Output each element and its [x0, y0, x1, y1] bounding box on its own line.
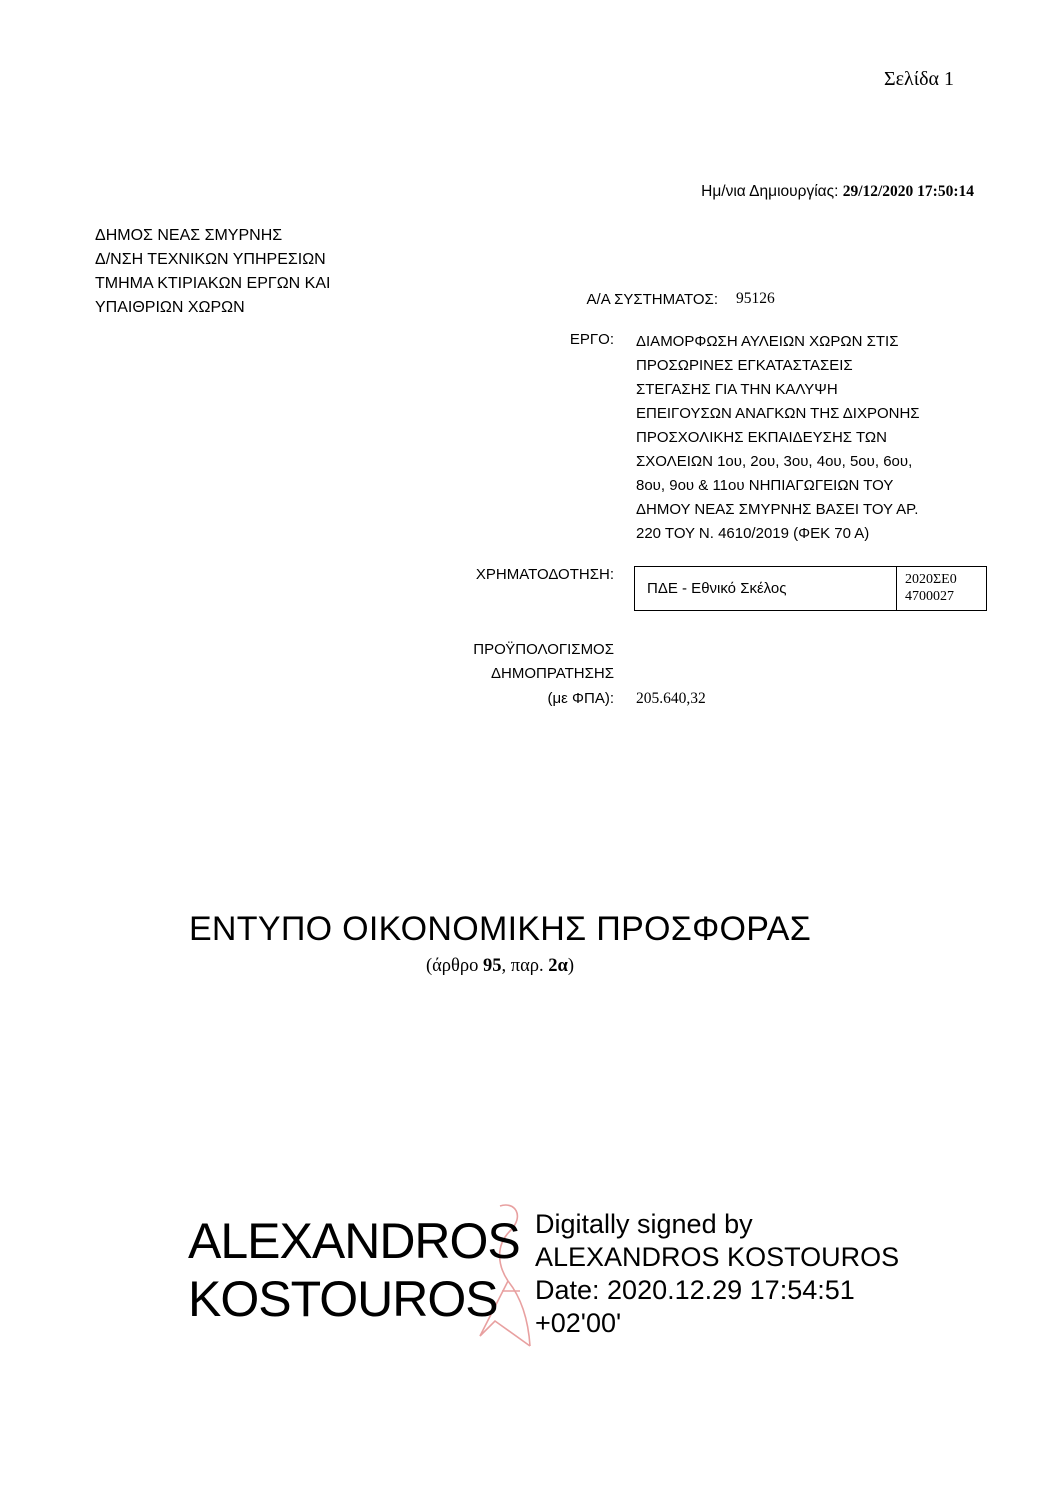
budget-vat-label: (με ΦΠΑ): [547, 690, 614, 707]
subtitle-paragraph: 2α [548, 956, 568, 976]
subtitle-prefix: (άρθρο [425, 956, 484, 976]
project-line: ΔΗΜΟΥ ΝΕΑΣ ΣΜΥΡΝΗΣ ΒΑΣΕΙ ΤΟΥ ΑΡ. [636, 501, 919, 518]
system-number-value: 95126 [736, 290, 775, 307]
project-line: ΣΤΕΓΑΣΗΣ ΓΙΑ ΤΗΝ ΚΑΛΥΨΗ [636, 381, 838, 398]
budget-value: 205.640,32 [636, 690, 706, 707]
project-line: 8ου, 9ου & 11ου ΝΗΠΙΑΓΩΓΕΙΩΝ ΤΟΥ [636, 477, 894, 494]
creation-date-label: Ημ/νια Δημιουργίας: [701, 183, 839, 200]
project-label: ΕΡΓΟ: [569, 331, 614, 348]
subtitle-suffix: ) [567, 956, 575, 976]
signature-detail-line: ALEXANDROS KOSTOUROS [535, 1242, 900, 1272]
signature-detail-line: +02'00' [535, 1308, 622, 1338]
creation-date-value: 29/12/2020 17:50:14 [842, 183, 974, 200]
signer-name-line: KOSTOUROS [188, 1271, 498, 1327]
subtitle-mid: , παρ. [501, 956, 549, 976]
system-number-label: Α/Α ΣΥΣΤΗΜΑΤΟΣ: [586, 291, 718, 308]
funding-source: ΠΔΕ - Εθνικό Σκέλος [635, 567, 897, 610]
project-line: ΔΙΑΜΟΡΦΩΣΗ ΑΥΛΕΙΩΝ ΧΩΡΩΝ ΣΤΙΣ [636, 333, 899, 350]
organization-block [95, 224, 330, 320]
funding-label: ΧΡΗΜΑΤΟΔΟΤΗΣΗ: [475, 566, 614, 583]
project-line: ΣΧΟΛΕΙΩΝ 1ου, 2ου, 3ου, 4ου, 5ου, 6ου, [636, 453, 913, 470]
signature-detail-line: Date: 2020.12.29 17:54:51 [535, 1275, 855, 1305]
budget-label-line: ΠΡΟΫΠΟΛΟΓΙΣΜΟΣ [473, 641, 614, 658]
project-description [636, 330, 986, 546]
project-line: 220 ΤΟΥ Ν. 4610/2019 (ΦΕΚ 70 Α) [636, 525, 870, 542]
budget-label-line: ΔΗΜΟΠΡΑΤΗΣΗΣ [490, 665, 614, 682]
funding-code-line: 2020ΣΕ0 [905, 572, 957, 587]
funding-code-line: 4700027 [905, 589, 954, 604]
organization-line: ΤΜΗΜΑ ΚΤΙΡΙΑΚΩΝ ΕΡΓΩΝ ΚΑΙ [95, 275, 331, 292]
subtitle-article: 95 [483, 956, 502, 976]
project-line: ΠΡΟΣΩΡΙΝΕΣ ΕΓΚΑΤΑΣΤΑΣΕΙΣ [636, 357, 853, 374]
funding-table [634, 566, 987, 611]
funding-code [897, 567, 986, 610]
document-title: ΕΝΤΥΠΟ ΟΙΚΟΝΟΜΙΚΗΣ ΠΡΟΣΦΟΡΑΣ [188, 910, 812, 948]
project-line: ΕΠΕΙΓΟΥΣΩΝ ΑΝΑΓΚΩΝ ΤΗΣ ΔΙΧΡΟΝΗΣ [636, 405, 920, 422]
creation-date [701, 183, 974, 201]
signature-details [535, 1208, 899, 1340]
page-number: Σελίδα 1 [884, 68, 955, 90]
signer-name-line: ALEXANDROS [188, 1213, 520, 1269]
budget-label [473, 638, 614, 686]
organization-line: ΥΠΑΙΘΡΙΩΝ ΧΩΡΩΝ [95, 299, 245, 316]
organization-line: Δ/ΝΣΗ ΤΕΧΝΙΚΩΝ ΥΠΗΡΕΣΙΩΝ [95, 251, 326, 268]
project-line: ΠΡΟΣΧΟΛΙΚΗΣ ΕΚΠΑΙΔΕΥΣΗΣ ΤΩΝ [636, 429, 887, 446]
signature-detail-line: Digitally signed by [535, 1209, 753, 1239]
organization-line: ΔΗΜΟΣ ΝΕΑΣ ΣΜΥΡΝΗΣ [95, 227, 283, 244]
signer-name [188, 1212, 520, 1328]
document-subtitle [0, 956, 1000, 977]
